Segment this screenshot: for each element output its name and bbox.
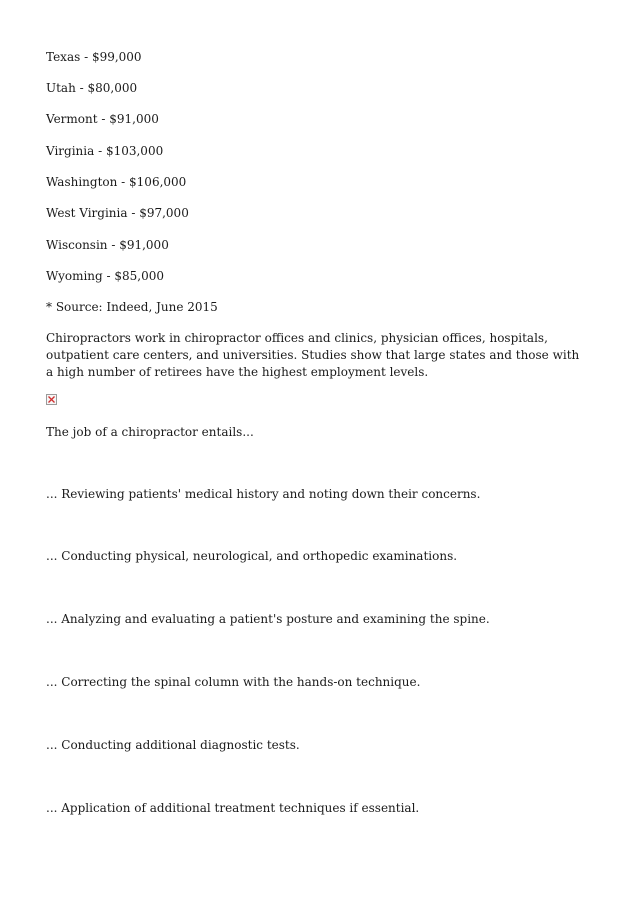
duty-item: ... Analyzing and evaluating a patient's posture and examining the spine.: [46, 612, 490, 626]
duty-item: ... Reviewing patients' medical history and noting down their concerns.: [46, 487, 481, 501]
duty-item: ... Conducting additional diagnostic tests.: [46, 738, 300, 752]
salary-item-utah: Utah - $80,000: [46, 81, 138, 95]
salary-item-vermont: Vermont - $91,000: [46, 112, 159, 126]
salary-item-wyoming: Wyoming - $85,000: [46, 269, 165, 283]
employment-paragraph: Chiropractors work in chiropractor offices and clinics, physician offices, hospitals, outpatient care centers, and universities. Studies show that large states and those with a high number of retirees have the highest employment levels.: [46, 331, 580, 379]
salary-item-west-virginia: West Virginia - $97,000: [46, 206, 189, 220]
source-note: * Source: Indeed, June 2015: [46, 300, 218, 314]
salary-item-washington: Washington - $106,000: [46, 175, 187, 189]
salary-item-virginia: Virginia - $103,000: [46, 144, 164, 158]
duties-intro: The job of a chiropractor entails...: [46, 425, 254, 439]
duty-item: ... Application of additional treatment techniques if essential.: [46, 801, 420, 815]
duty-item: ... Correcting the spinal column with the hands-on technique.: [46, 675, 421, 689]
salary-item-wisconsin: Wisconsin - $91,000: [46, 238, 169, 252]
duty-item: ... Conducting physical, neurological, and orthopedic examinations.: [46, 549, 458, 563]
salary-item-texas: Texas - $99,000: [46, 50, 142, 64]
broken-image-icon: [46, 394, 57, 405]
